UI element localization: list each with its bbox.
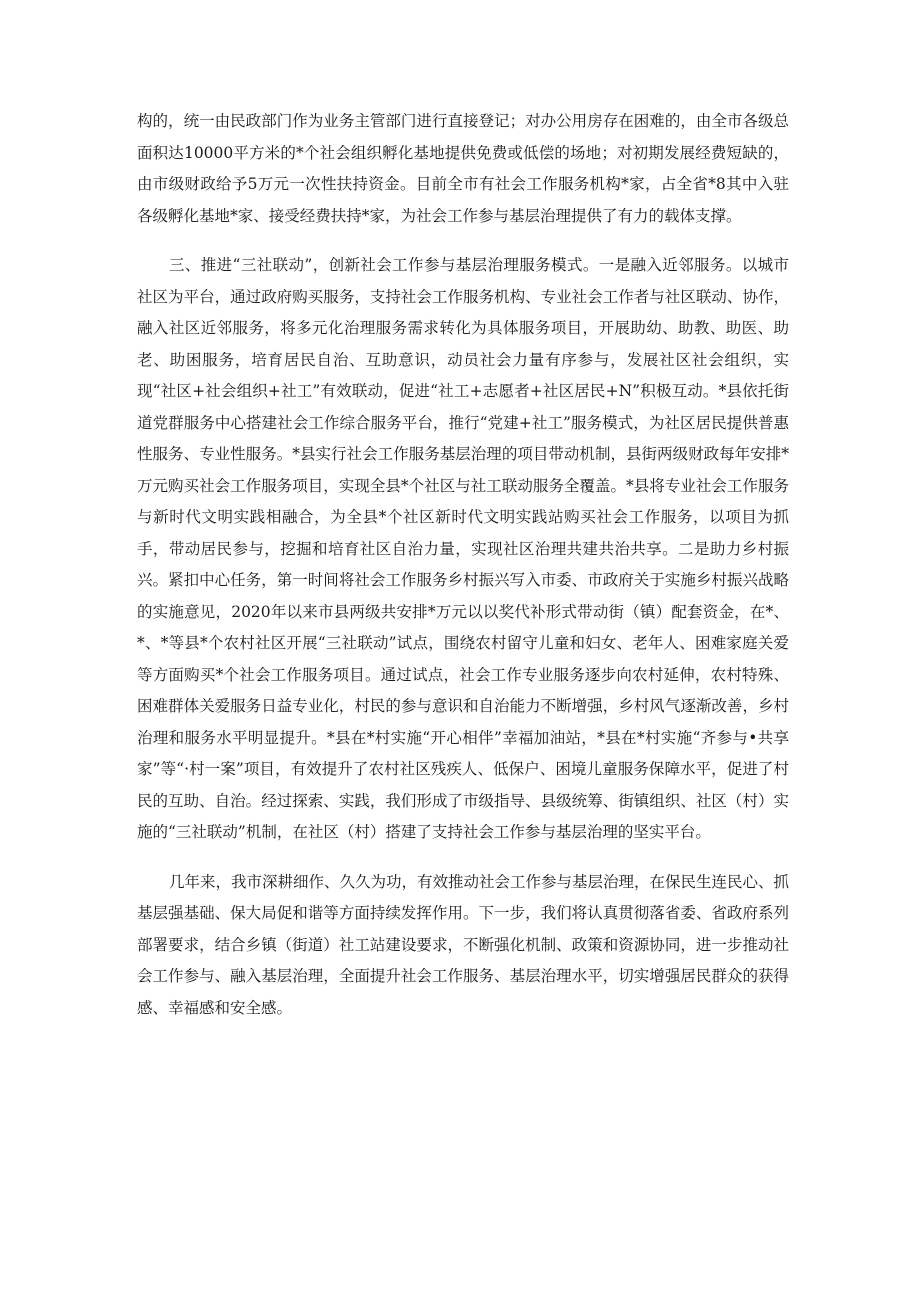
paragraph-conclusion: 几年来，我市深耕细作、久久为功，有效推动社会工作参与基层治理，在保民生连民心、抓基层强基础、保大局促和谐等方面持续发挥作用。下一步，我们将认真贯彻落省委、省政府系列部署要求，结合乡镇（街道）社工站建设要求，不断强化机制、政策和资源协同，进一步推动社会工作参与、融入基层治理，全面提升社会工作服务、基层治理水平，切实增强居民群众的获得感、幸福感和安全感。 bbox=[137, 872, 790, 1017]
paragraph-three-community-linkage: 三、推进“三社联动”，创新社会工作参与基层治理服务模式。一是融入近邻服务。以城市社区为平台，通过政府购买服务，支持社会工作服务机构、专业社会工作者与社区联动、协作，融入社区近邻服务，将多元化治理服务需求转化为具体服务项目，开展助幼、助教、助医、助老、助困服务，培育居民自治、互助意识，动员社会力量有序参与，发展社区社会组织，实现“社区+社会组织+社工”有效联动，促进“社工+志愿者+社区居民+N”积极互动。*县依托街道党群服务中心搭建社会工作综合服务平台，推行“党建+社工”服务模式，为社区居民提供普惠性服务、专业性服务。*县实行社会工作服务基层治理的项目带动机制，县街两级财政每年安排*万元购买社会工作服务项目，实现全县*个社区与社工联动服务全覆盖。*县将专业社会工作服务与新时代文明实践相融合，为全县*个社区新时代文明实践站购买社会工作服务，以项目为抓手，带动居民参与，挖掘和培育社区自治力量，实现社区治理共建共治共享。二是助力乡村振兴。紧扣中心任务，第一时间将社会工作服务乡村振兴写入市委、市政府关于实施乡村振兴战略的实施意见，2020年以来市县两级共安排*万元以以奖代补形式带动街（镇）配套资金，在*、*、*等县*个农村社区开展“三社联动”试点，围绕农村留守儿童和妇女、老年人、困难家庭关爱等方面购买*个社会工作服务项目。通过试点，社会工作专业服务逐步向农村延伸，农村特殊、困难群体关爱服务日益专业化，村民的参与意识和自治能力不断增强，乡村风气逐渐改善，乡村治理和服务水平明显提升。*县在*村实施“开心相伴”幸福加油站，*县在*村实施“齐参与•共享家”等“·村一案”项目，有效提升了农村社区残疾人、低保户、困境儿童服务保障水平，促进了村民的互助、自治。经过探索、实践，我们形成了市级指导、县级统筹、街镇组织、社区（村）实施的“三社联动”机制，在社区（村）搭建了支持社会工作参与基层治理的坚实平台。 bbox=[137, 256, 789, 841]
document-body bbox=[137, 106, 789, 1042]
paragraph-continuation: 构的，统一由民政部门作为业务主管部门进行直接登记；对办公用房存在困难的，由全市各级总面积达10000平方米的*个社会组织孵化基地提供免费或低偿的场地；对初期发展经费短缺的，由市级财政给予5万元一次性扶持资金。目前全市有社会工作服务机构*家，占全省*8其中入驻各级孵化基地*家、接受经费扶持*家，为社会工作参与基层治理提供了有力的载体支撑。 bbox=[137, 112, 789, 225]
